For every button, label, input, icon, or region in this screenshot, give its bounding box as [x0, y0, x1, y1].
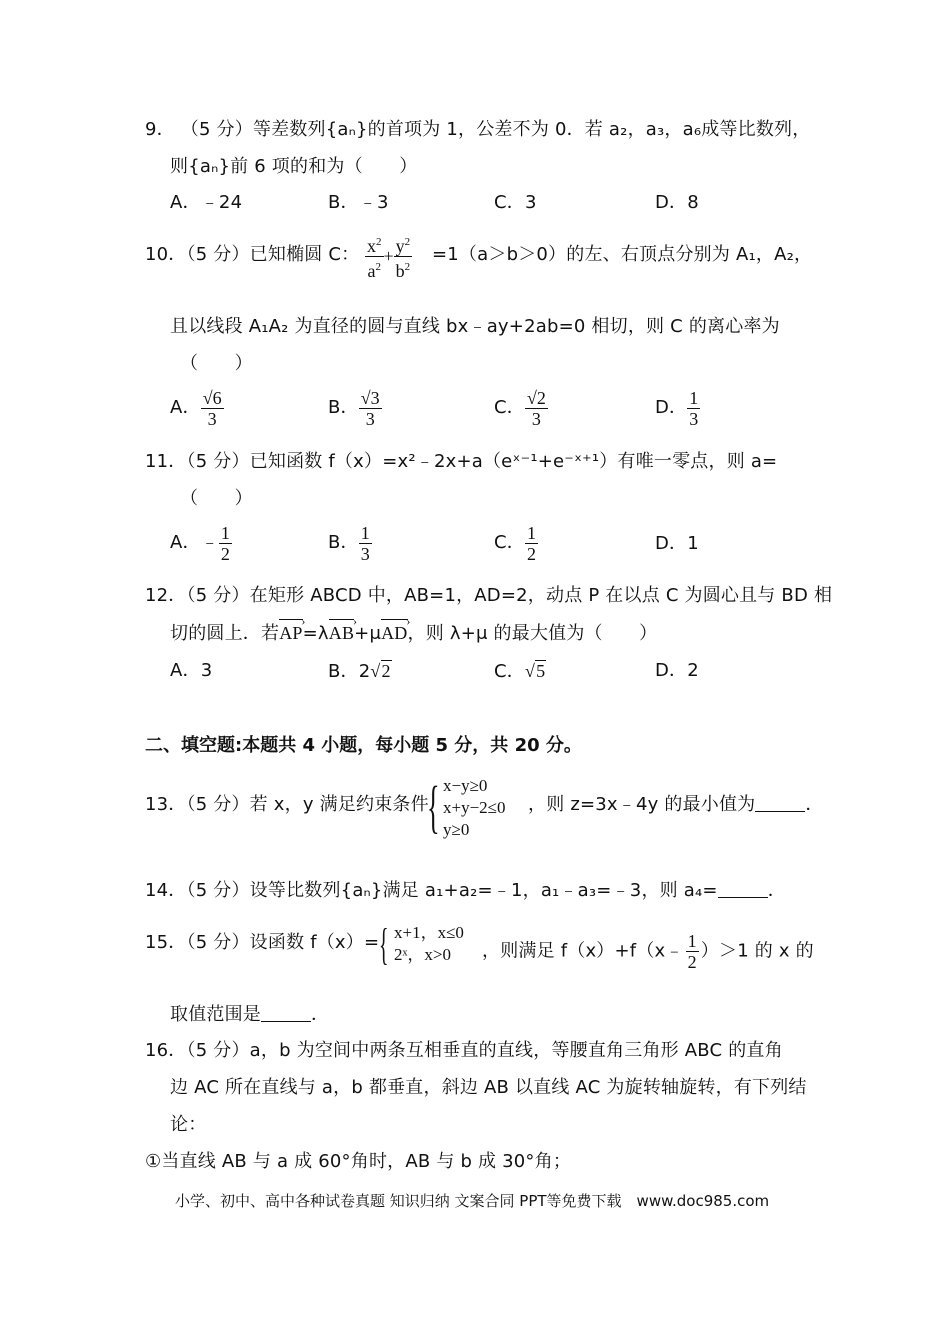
q12-option-d: D．2	[655, 660, 699, 681]
q10-option-b: B． $\frac{√3}{3}$	[328, 388, 380, 429]
q10-line1-post: =1（a＞b＞0）的左、右顶点分别为 A₁，A₂，	[432, 244, 813, 265]
q14-answer-blank	[718, 881, 768, 898]
q15-line2: 取值范围是 ．	[170, 1004, 330, 1025]
q10-line1-pre: 10．（5 分）已知椭圆 C：	[145, 244, 360, 265]
q10-ellipse-equation: $\frac{x^2}{a^2}$ + $\frac{y^2}{b^2}$	[365, 232, 412, 281]
section-heading: 二、填空题:本题共 4 小题，每小题 5 分，共 20 分。	[145, 735, 582, 756]
q15-cases	[394, 922, 464, 966]
q13-constraint-3: y≥0	[443, 820, 470, 839]
q12-line2: 切的圆上．若AP ›=λAB ›+μAD ›，则 λ+μ 的最大值为（ ）	[170, 621, 657, 646]
q11-option-d: D．1	[655, 533, 699, 554]
q15-brace: {	[379, 920, 389, 969]
q15-post: ，则满足 f（x）+f（x﹣ $\frac{1}{2}$ ）＞1 的 x 的	[482, 931, 814, 972]
q15-case-1: x+1，x≤0	[394, 923, 464, 942]
q11-line1: 11．（5 分）已知函数 f（x）=x²﹣2x+a（eˣ⁻¹+e⁻ˣ⁺¹）有唯一零点，则 a=	[145, 451, 778, 472]
q11-line2: （ ）	[180, 488, 253, 509]
q12-option-c: C．√5	[494, 661, 546, 682]
q12-option-b: B．2√2	[328, 661, 391, 682]
q9-option-c: C．3	[494, 192, 537, 213]
q13-constraints	[443, 775, 506, 841]
q14-line: 14．（5 分）设等比数列{aₙ}满足 a₁+a₂=﹣1，a₁﹣a₃=﹣3，则 a₄= ．	[145, 880, 786, 901]
q10-option-a: A． $\frac{√6}{3}$	[170, 388, 222, 429]
q13-constraint-1: x−y≥0	[443, 776, 488, 795]
q10-option-d: D． $\frac{1}{3}$	[655, 388, 699, 429]
q11-option-b: B． $\frac{1}{3}$	[328, 523, 370, 564]
q10-option-c: C． $\frac{√2}{3}$	[494, 388, 546, 429]
q9-option-a: A．﹣24	[170, 192, 243, 213]
q13-pre: 13．（5 分）若 x，y 满足约束条件	[145, 794, 429, 815]
q16-line3: 论：	[170, 1114, 207, 1135]
q15-pre: 15．（5 分）设函数 f（x）=	[145, 932, 380, 953]
q12-option-a: A．3	[170, 660, 213, 681]
q9-option-b: B．﹣3	[328, 192, 389, 213]
q10-line2: 且以线段 A₁A₂ 为直径的圆与直线 bx﹣ay+2ab=0 相切，则 C 的离心率为	[170, 316, 780, 337]
q16-line4: ①当直线 AB 与 a 成 60°角时，AB 与 b 成 30°角；	[145, 1151, 572, 1172]
q13-answer-blank	[755, 795, 805, 812]
q16-line2: 边 AC 所在直线与 a，b 都垂直，斜边 AB 以直线 AC 为旋转轴旋转，有下列结	[170, 1077, 807, 1098]
page-footer: 小学、初中、高中各种试卷真题 知识归纳 文案合同 PPT等免费下载 www.doc985.com	[175, 1192, 770, 1210]
q13-constraint-2: x+y−2≤0	[443, 798, 506, 817]
q11-option-c: C． $\frac{1}{2}$	[494, 523, 536, 564]
q13-brace: {	[427, 774, 440, 839]
vector-ad: AD ›	[381, 621, 407, 645]
vector-ab: AB ›	[329, 621, 354, 645]
q16-line1: 16．（5 分）a，b 为空间中两条互相垂直的直线，等腰直角三角形 ABC 的直角	[145, 1040, 783, 1061]
q10-line3: （ ）	[180, 353, 253, 374]
vector-ap: AP ›	[279, 621, 302, 645]
q10-frac-y: $\frac{y^2}{b^2}$	[394, 232, 413, 281]
q15-answer-blank	[261, 1005, 311, 1022]
q15-case-2: 2ˣ，x>0	[394, 945, 452, 964]
q9-line2: 则{aₙ}前 6 项的和为（ ）	[170, 156, 418, 177]
q11-option-a: A．﹣ $\frac{1}{2}$	[170, 523, 230, 564]
q9-line1: 9． （5 分）等差数列{aₙ}的首项为 1，公差不为 0．若 a₂，a₃，a₆成等比数列，	[145, 119, 811, 140]
q10-frac-x: $\frac{x^2}{a^2}$	[365, 232, 384, 281]
q9-option-d: D．8	[655, 192, 699, 213]
q12-line1: 12．（5 分）在矩形 ABCD 中，AB=1，AD=2，动点 P 在以点 C 为圆心且与 BD 相	[145, 585, 833, 606]
q13-post: ，则 z=3x﹣4y 的最小值为 ．	[528, 794, 824, 815]
